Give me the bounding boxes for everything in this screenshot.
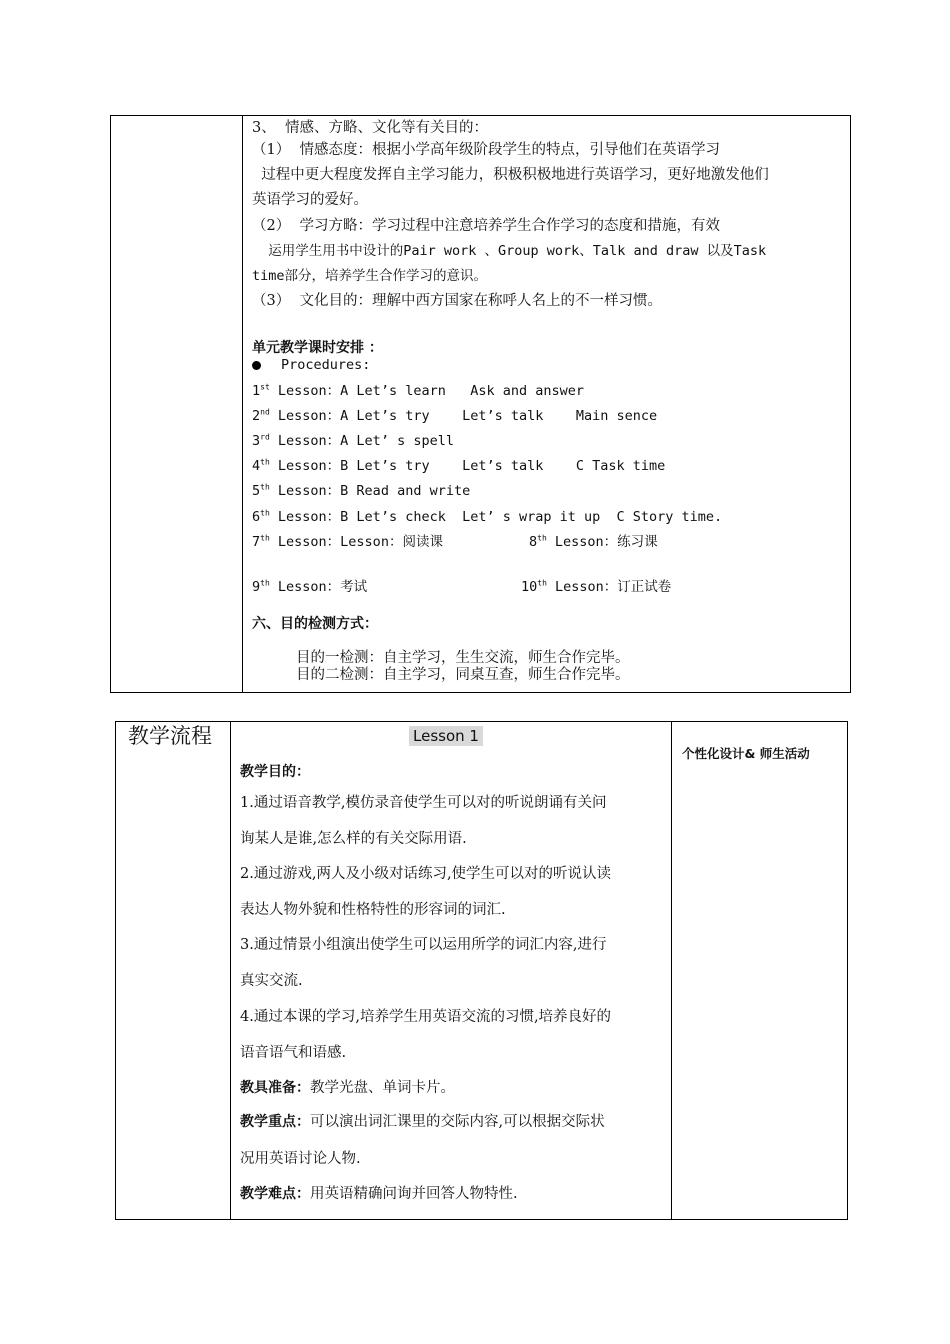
procedures-item (252, 353, 370, 378)
key-line-2: 况用英语讨论人物. (240, 1151, 361, 1167)
key-label: 教学重点： (240, 1114, 310, 1130)
objectives-heading: 教学目的： (240, 764, 310, 780)
lesson-line: 6th Lesson：B Let’s check Let’ s wrap it up C Story time. (252, 508, 723, 525)
difficulty-line (240, 1184, 518, 1204)
text-line: （2） 学习方略：学习过程中注意培养学生合作学习的态度和措施，有效 (252, 218, 720, 234)
column-divider (230, 722, 231, 1219)
text-line: 英语学习的爱好。 (252, 192, 368, 208)
text-line: 3、 情感、方略、文化等有关目的： (252, 120, 488, 136)
text-line: （3） 文化目的：理解中西方国家在称呼人名上的不一样习惯。 (252, 293, 662, 309)
check-line: 目的二检测：自主学习，同桌互查，师生合作完毕。 (296, 667, 630, 683)
objective-line: 真实交流. (240, 973, 303, 989)
text-line: （1） 情感态度：根据小学高年级阶段学生的特点，引导他们在英语学习 (252, 142, 720, 158)
objective-line: 2.通过游戏,两人及小级对话练习,使学生可以对的听说认读 (240, 866, 612, 882)
objective-line: 4.通过本课的学习,培养学生用英语交流的习惯,培养良好的 (240, 1009, 612, 1025)
column-divider (242, 116, 243, 692)
check-line: 目的一检测：自主学习，生生交流，师生合作完毕。 (296, 650, 630, 666)
objective-line: 1.通过语音教学,模仿录音使学生可以对的听说朗诵有关问 (240, 795, 607, 811)
procedures-label: Procedures: (281, 357, 371, 373)
objective-line: 表达人物外貌和性格特性的形容词的词汇. (240, 902, 506, 918)
key-text: 可以演出词汇课里的交际内容,可以根据交际状 (310, 1114, 605, 1130)
objective-line: 语音语气和语感. (240, 1045, 347, 1061)
lesson-line: 4th Lesson：B Let’s try Let’s talk C Task time (252, 457, 666, 474)
tools-line (240, 1078, 455, 1098)
teaching-flow-header: 教学流程 (128, 724, 212, 748)
bullet-icon (252, 361, 261, 370)
difficulty-label: 教学难点： (240, 1186, 310, 1202)
text-line: 运用学生用书中设计的Pair work 、Group work、Talk and draw 以及Task (252, 243, 767, 259)
text-line: time部分，培养学生合作学习的意识。 (252, 268, 488, 284)
lesson-line: 5th Lesson：B Read and write (252, 482, 471, 499)
design-activity-header: 个性化设计& 师生活动 (682, 746, 810, 761)
tools-text: 教学光盘、单词卡片。 (310, 1080, 455, 1096)
lesson-line: 9th Lesson：考试 (252, 578, 368, 595)
lesson-line: 1st Lesson：A Let’s learn Ask and answer (252, 382, 585, 399)
difficulty-text: 用英语精确问询并回答人物特性. (310, 1186, 518, 1202)
objective-line: 3.通过情景小组演出使学生可以运用所学的词汇内容,进行 (240, 937, 607, 953)
objective-line: 询某人是谁,怎么样的有关交际用语. (240, 831, 467, 847)
lesson-title: Lesson 1 (409, 726, 483, 746)
text-line: 过程中更大程度发挥自主学习能力，积极积极地进行英语学习，更好地激发他们 (252, 167, 769, 183)
unit-plan-table (110, 115, 851, 693)
lesson-line: 7th Lesson：Lesson：阅读课 (252, 533, 443, 550)
column-divider (671, 722, 672, 1219)
check-heading: 六、目的检测方式： (252, 616, 378, 632)
lesson-table (115, 721, 848, 1220)
lesson-line: 2nd Lesson：A Let’s try Let’s talk Main sence (252, 407, 658, 424)
tools-label: 教具准备： (240, 1080, 310, 1096)
lesson-line: 8th Lesson：练习课 (529, 533, 658, 550)
lesson-line: 10th Lesson：订正试卷 (521, 578, 672, 595)
lesson-line: 3rd Lesson：A Let’ s spell (252, 432, 454, 449)
key-line (240, 1112, 605, 1132)
schedule-heading: 单元教学课时安排 ： (252, 340, 383, 356)
